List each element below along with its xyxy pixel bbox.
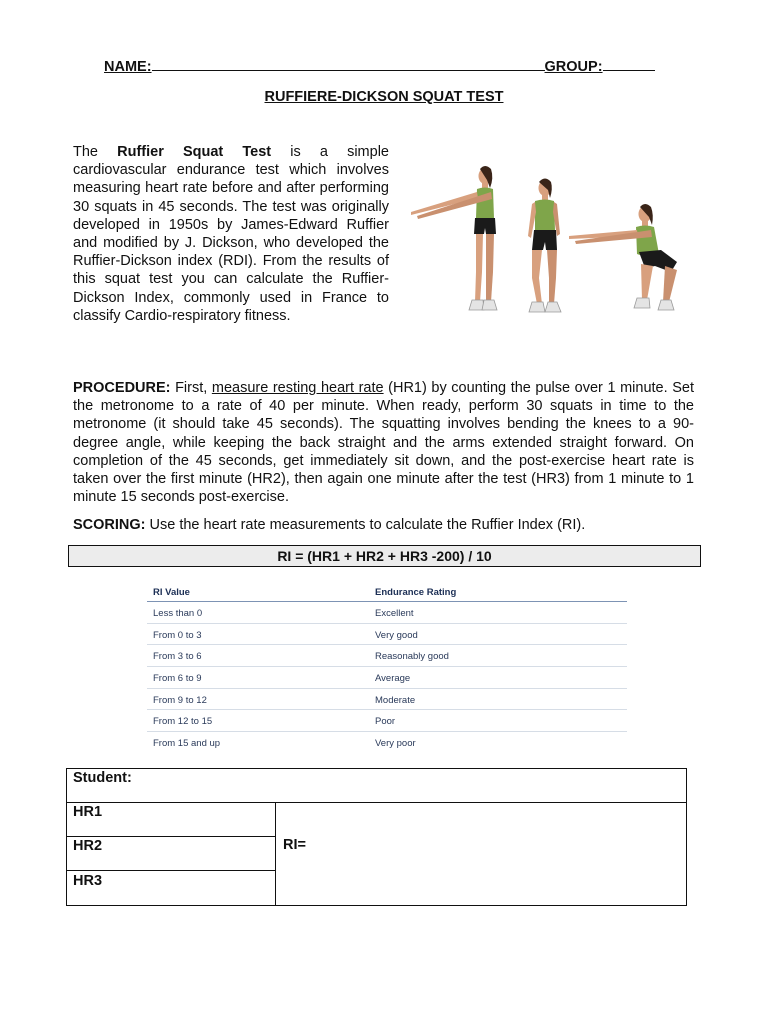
intro-lead: The bbox=[73, 144, 118, 160]
group-blank[interactable] bbox=[603, 70, 655, 71]
table-row bbox=[147, 645, 627, 667]
page-title: RUFFIERE-DICKSON SQUAT TEST bbox=[264, 89, 504, 105]
endurance-rating: Very good bbox=[375, 629, 418, 641]
endurance-rating: Average bbox=[375, 673, 411, 685]
hr3-cell[interactable] bbox=[66, 870, 276, 906]
squat-exercise-illustration bbox=[405, 160, 690, 330]
endurance-rating: Very poor bbox=[375, 738, 416, 750]
intro-bold-term: Ruffier Squat Test bbox=[117, 144, 272, 160]
scoring-text: Use the heart rate measurements to calculate the Ruffier Index (RI). bbox=[145, 517, 586, 533]
table-row bbox=[147, 667, 627, 689]
hr2-cell[interactable] bbox=[66, 836, 276, 871]
procedure-label: PROCEDURE: bbox=[73, 380, 171, 396]
hr1-cell[interactable] bbox=[66, 802, 276, 837]
name-blank[interactable] bbox=[152, 70, 545, 71]
endurance-rating: Reasonably good bbox=[375, 651, 449, 663]
header-ri-value: RI Value bbox=[153, 587, 190, 598]
procedure-body: (HR1) by counting the pulse over 1 minute. Set the metronome to a rate of 40 per minute. When ready, perform 30 squats in time to the metronome (it should take 45 seconds). The squatting involves bending the knees to a 90-degree angle, while keeping the back straight and the arms extended straight forward. On completion of the 45 seconds, get immediately sit down, and the post-exercise heart rate is taken over the first minute (HR2), then again one minute after the test (HR3) from 1 minute to 1 minute 15 seconds post-exercise. bbox=[73, 380, 694, 506]
ri-range: From 6 to 9 bbox=[153, 673, 202, 685]
intro-paragraph bbox=[73, 143, 389, 325]
student-label: Student: bbox=[73, 770, 132, 786]
student-results-table bbox=[66, 768, 686, 905]
hr2-label: HR2 bbox=[73, 838, 103, 854]
ri-range: From 9 to 12 bbox=[153, 694, 207, 706]
table-row bbox=[147, 624, 627, 646]
hr3-label: HR3 bbox=[73, 873, 103, 889]
table-header-row bbox=[147, 580, 627, 602]
ri-result-cell[interactable] bbox=[275, 802, 687, 906]
table-row bbox=[147, 732, 627, 753]
ri-range: From 3 to 6 bbox=[153, 651, 202, 663]
header-endurance-rating: Endurance Rating bbox=[375, 587, 457, 598]
ri-formula: RI = (HR1 + HR2 + HR3 -200) / 10 bbox=[68, 545, 701, 567]
ri-range: From 12 to 15 bbox=[153, 716, 213, 728]
ri-result-label: RI= bbox=[283, 837, 306, 853]
hr1-label: HR1 bbox=[73, 804, 103, 820]
procedure-paragraph bbox=[73, 379, 694, 506]
name-label: NAME: bbox=[104, 59, 152, 75]
squat-figure-standing bbox=[411, 166, 497, 310]
table-row bbox=[147, 689, 627, 711]
squat-figure-neutral bbox=[528, 179, 561, 313]
table-row bbox=[147, 602, 627, 624]
ri-range: From 0 to 3 bbox=[153, 629, 202, 641]
scoring-label: SCORING: bbox=[73, 517, 146, 533]
procedure-underlined: measure resting heart rate bbox=[211, 380, 384, 396]
ri-rating-table bbox=[147, 580, 627, 753]
endurance-rating: Moderate bbox=[375, 694, 416, 706]
squat-figure-squatting bbox=[569, 204, 677, 310]
endurance-rating: Poor bbox=[375, 716, 396, 728]
table-row bbox=[147, 710, 627, 732]
scoring-line bbox=[73, 516, 694, 534]
ri-range: From 15 and up bbox=[153, 738, 221, 750]
procedure-pre: First, bbox=[170, 380, 212, 396]
endurance-rating: Excellent bbox=[375, 608, 414, 619]
name-group-line bbox=[104, 59, 655, 75]
ri-range: Less than 0 bbox=[153, 608, 203, 619]
student-name-cell[interactable] bbox=[66, 768, 687, 803]
intro-body: is a simple cardiovascular endurance test which involves measuring heart rate before and after performing 30 squats in 45 seconds. The test was originally developed in 1950s by James-Edward Ruffier and modified by J. Dickson, who developed the Ruffier-Dickson index (RDI). From the results of this squat test you can calculate the Ruffier-Dickson Index, commonly used in France to classify Cardio-respiratory fitness. bbox=[73, 144, 389, 324]
group-label: GROUP: bbox=[544, 59, 603, 75]
